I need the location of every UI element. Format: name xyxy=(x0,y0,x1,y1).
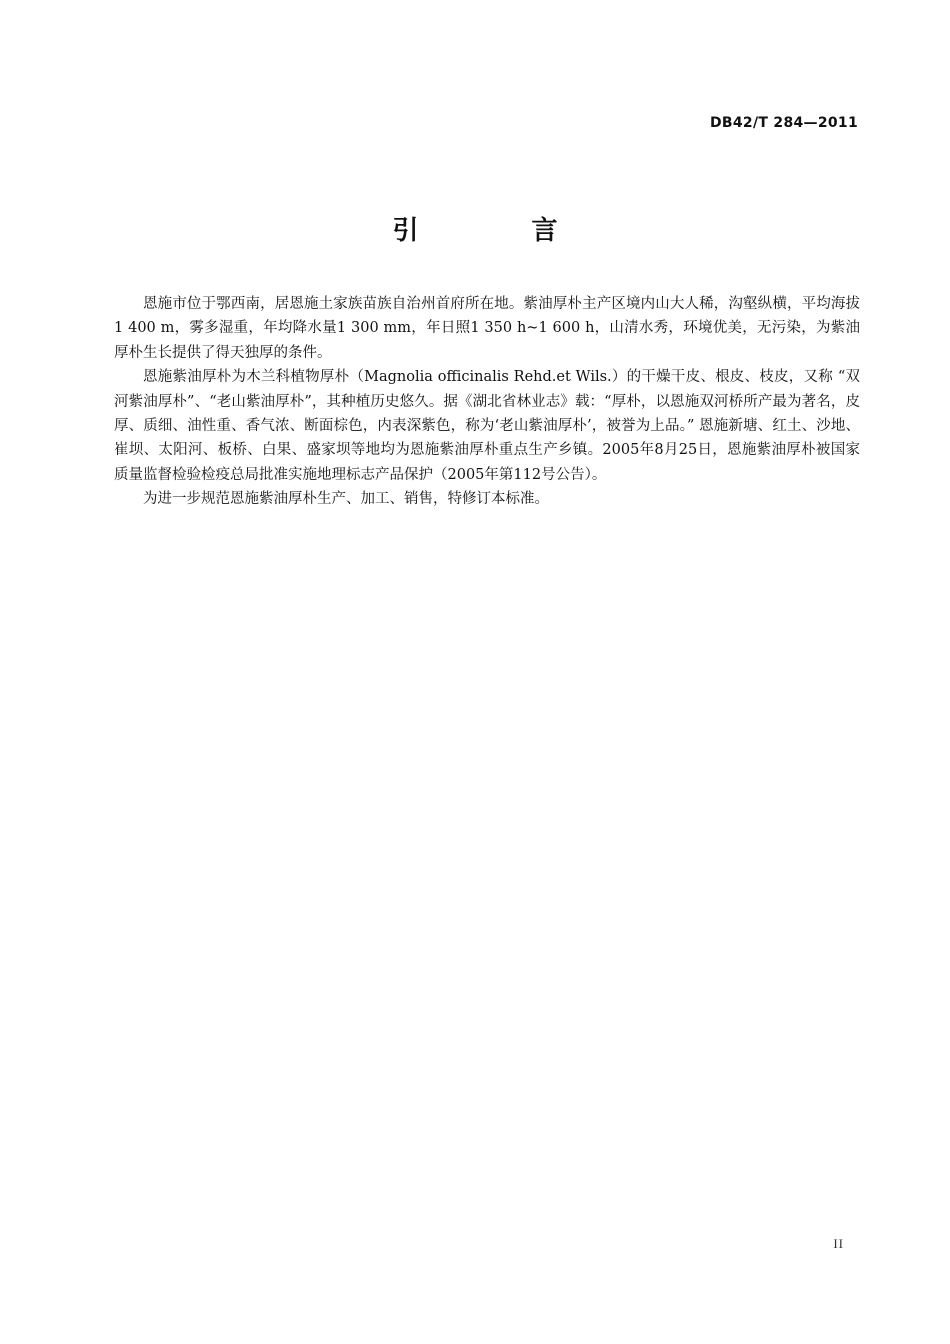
paragraph-purpose: 为进一步规范恩施紫油厚朴生产、加工、销售，特修订本标准。 xyxy=(143,491,549,508)
introduction-body xyxy=(114,292,860,512)
paragraph-description: 恩施紫油厚朴为木兰科植物厚朴（Magnolia officinalis Rehd.et Wils.）的干燥干皮、根皮、枝皮，又称 “双河紫油厚朴”、“老山紫油厚朴”，其种植历史悠久。据《湖北省林业志》载：“厚朴，以恩施双河桥所产最为著名，皮厚、质细、油性重、香气浓、断面棕色，内表深紫色，称为‘老山紫油厚朴’，被誉为上品。” 恩施新塘、红土、沙地、崔坝、太阳河、板桥、白果、盛家坝等地均为恩施紫油厚朴重点生产乡镇。2005年8月25日，恩施紫油厚朴被国家质量监督检验检疫总局批准实施地理标志产品保护（2005年第112号公告）。 xyxy=(114,369,860,483)
document-number: DB42/T 284—2011 xyxy=(710,115,858,131)
paragraph-location: 恩施市位于鄂西南，居恩施土家族苗族自治州首府所在地。紫油厚朴主产区境内山大人稀，沟壑纵横，平均海拔1 400 m，雾多湿重，年均降水量1 300 mm，年日照1 350 h~1 600 h，山清水秀，环境优美，无污染，为紫油厚朴生长提供了得天独厚的条件。 xyxy=(114,296,860,361)
page-title: 引 言 xyxy=(392,216,610,246)
page-number: II xyxy=(833,1236,844,1251)
